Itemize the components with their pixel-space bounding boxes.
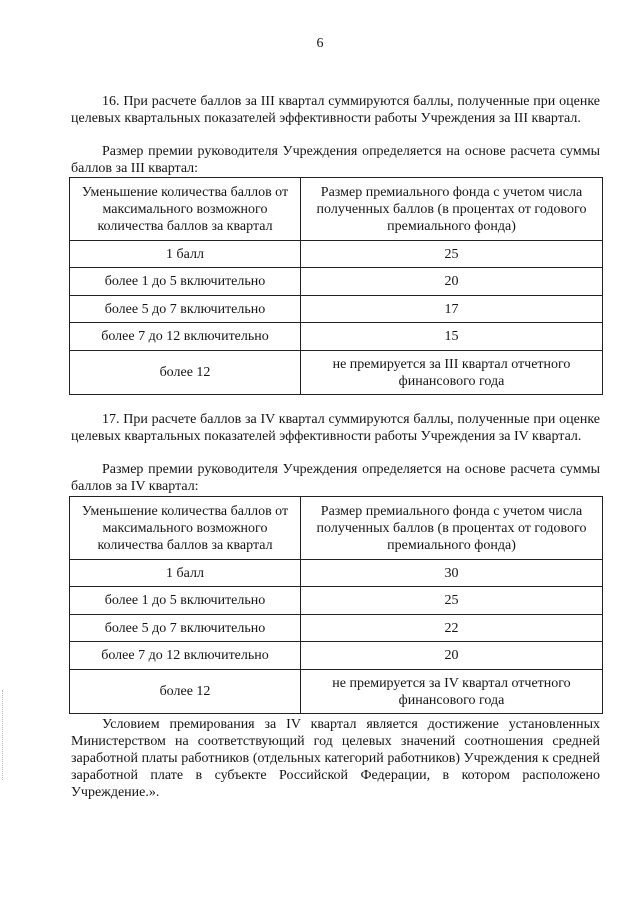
table-cell: более 5 до 7 включительно bbox=[70, 615, 301, 642]
page-number: 6 bbox=[316, 36, 324, 51]
section-16-premium-intro: Размер премии руководителя Учреждения определяется на основе расчета суммы баллов за III квартал: bbox=[71, 144, 600, 176]
table-header-cell: Уменьшение количества баллов от максимального возможного количества баллов за квартал bbox=[70, 178, 301, 241]
table-cell: 17 bbox=[301, 296, 603, 323]
table-cell: 22 bbox=[301, 615, 603, 642]
table-cell: 20 bbox=[301, 642, 603, 670]
table-row bbox=[70, 351, 603, 395]
table-row bbox=[70, 560, 603, 587]
table-cell: более 1 до 5 включительно bbox=[70, 587, 301, 615]
score-table-q3 bbox=[69, 177, 603, 395]
table-cell: более 12 bbox=[70, 670, 301, 714]
table-row bbox=[70, 268, 603, 296]
scan-edge-mark bbox=[2, 690, 6, 780]
score-table-q4 bbox=[69, 496, 603, 714]
table-cell: более 7 до 12 включительно bbox=[70, 323, 301, 351]
table-row bbox=[70, 615, 603, 642]
table-header-cell: Размер премиального фонда с учетом числа полученных баллов (в процентах от годового премиального фонда) bbox=[301, 497, 603, 560]
table-cell: 1 балл bbox=[70, 560, 301, 587]
premium-condition-paragraph: Условием премирования за IV квартал является достижение установленных Министерством на соответствующий год целевых значений соотношения средней заработной платы работников (отдельных категорий работников) Учреждения к средней заработной плате в субъекте Российской Федерации, в котором расположено Учреждение.». bbox=[71, 717, 600, 800]
table-cell: более 7 до 12 включительно bbox=[70, 642, 301, 670]
table-header-cell: Уменьшение количества баллов от максимального возможного количества баллов за квартал bbox=[70, 497, 301, 560]
table-header-row bbox=[70, 497, 603, 560]
table-row bbox=[70, 642, 603, 670]
table-cell: 15 bbox=[301, 323, 603, 351]
section-16-paragraph: 16. При расчете баллов за III квартал суммируются баллы, полученные при оценке целевых квартальных показателей эффективности работы Учреждения за III квартал. bbox=[71, 94, 600, 126]
table-row bbox=[70, 323, 603, 351]
table-cell: более 12 bbox=[70, 351, 301, 395]
section-17-paragraph: 17. При расчете баллов за IV квартал суммируются баллы, полученные при оценке целевых квартальных показателей эффективности работы Учреждения за IV квартал. bbox=[71, 412, 600, 444]
table-row bbox=[70, 587, 603, 615]
section-17-premium-intro: Размер премии руководителя Учреждения определяется на основе расчета суммы баллов за IV квартал: bbox=[71, 462, 600, 494]
table-cell: 30 bbox=[301, 560, 603, 587]
table-cell: не премируется за IV квартал отчетного финансового года bbox=[301, 670, 603, 714]
table-cell: не премируется за III квартал отчетного финансового года bbox=[301, 351, 603, 395]
table-cell: более 1 до 5 включительно bbox=[70, 268, 301, 296]
table-cell: 25 bbox=[301, 587, 603, 615]
table-header-row bbox=[70, 178, 603, 241]
table-cell: 20 bbox=[301, 268, 603, 296]
table-row bbox=[70, 296, 603, 323]
table-row bbox=[70, 670, 603, 714]
table-header-cell: Размер премиального фонда с учетом числа полученных баллов (в процентах от годового премиального фонда) bbox=[301, 178, 603, 241]
table-cell: более 5 до 7 включительно bbox=[70, 296, 301, 323]
table-row bbox=[70, 241, 603, 268]
table-cell: 25 bbox=[301, 241, 603, 268]
table-cell: 1 балл bbox=[70, 241, 301, 268]
